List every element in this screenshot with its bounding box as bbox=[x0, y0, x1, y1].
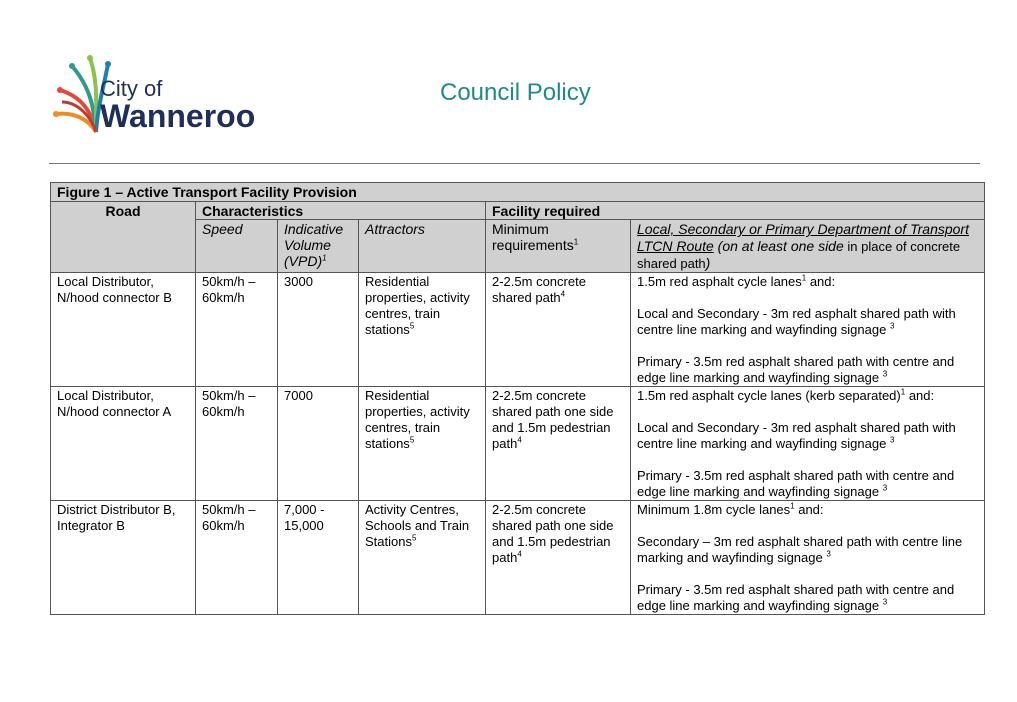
cell-volume: 7,000 - 15,000 bbox=[278, 501, 359, 615]
header-divider bbox=[49, 163, 980, 164]
header-facility: Facility required bbox=[486, 202, 985, 220]
city-of-wanneroo-logo bbox=[52, 52, 282, 136]
subheader-attractors: Attractors bbox=[359, 220, 486, 273]
cell-route: Minimum 1.8m cycle lanes$^1$ and: Secondary – 3m red asphalt shared path with centre line marking and wayfinding signage $^3$ Primary - 3.5m red asphalt shared path with centre and edge line marking and wayfinding signage $^3$ bbox=[631, 501, 985, 615]
cell-road: Local Distributor, N/hood connector A bbox=[51, 387, 196, 501]
table-header-row bbox=[51, 202, 985, 220]
table-row bbox=[51, 273, 985, 387]
cell-route: 1.5m red asphalt cycle lanes$^1$ and: Local and Secondary - 3m red asphalt shared path with centre line marking and wayfinding signage $^3$ Primary - 3.5m red asphalt shared path with centre and edge line marking and wayfinding signage $^3$ bbox=[631, 273, 985, 387]
cell-minimum: 2-2.5m concrete shared path one side and 1.5m pedestrian path$^4$ bbox=[486, 501, 631, 615]
subheader-volume: Indicative Volume (VPD)$^1$ bbox=[278, 220, 359, 273]
table-title-row bbox=[51, 183, 985, 202]
cell-road: Local Distributor, N/hood connector B bbox=[51, 273, 196, 387]
active-transport-table bbox=[50, 182, 985, 615]
cell-attractors: Residential properties, activity centres, train stations$^5$ bbox=[359, 387, 486, 501]
cell-attractors: Residential properties, activity centres, train stations$^5$ bbox=[359, 273, 486, 387]
logo-text-bottom: Wanneroo bbox=[100, 98, 256, 134]
cell-attractors: Activity Centres, Schools and Train Stations$^5$ bbox=[359, 501, 486, 615]
subheader-minimum: Minimum requirements$^1$ bbox=[486, 220, 631, 273]
cell-minimum: 2-2.5m concrete shared path$^4$ bbox=[486, 273, 631, 387]
cell-volume: 7000 bbox=[278, 387, 359, 501]
table-row bbox=[51, 501, 985, 615]
figure-title: Figure 1 – Active Transport Facility Provision bbox=[51, 183, 985, 202]
cell-route: 1.5m red asphalt cycle lanes (kerb separated)$^1$ and: Local and Secondary - 3m red asphalt shared path with centre line marking and wayfinding signage $^3$ Primary - 3.5m red asphalt shared path with centre and edge line marking and wayfinding signage $^3$ bbox=[631, 387, 985, 501]
page-title: Council Policy bbox=[440, 79, 591, 106]
subheader-speed: Speed bbox=[196, 220, 278, 273]
header-characteristics: Characteristics bbox=[196, 202, 486, 220]
subheader-route: Local, Secondary or Primary Department of Transport LTCN Route (on at least one side in place of concrete shared path) bbox=[631, 220, 985, 273]
cell-minimum: 2-2.5m concrete shared path one side and 1.5m pedestrian path$^4$ bbox=[486, 387, 631, 501]
cell-speed: 50km/h – 60km/h bbox=[196, 501, 278, 615]
cell-speed: 50km/h – 60km/h bbox=[196, 273, 278, 387]
cell-volume: 3000 bbox=[278, 273, 359, 387]
cell-road: District Distributor B, Integrator B bbox=[51, 501, 196, 615]
logo-text-top: City of bbox=[100, 76, 163, 101]
table-row bbox=[51, 387, 985, 501]
cell-speed: 50km/h – 60km/h bbox=[196, 387, 278, 501]
header-road: Road bbox=[51, 202, 196, 273]
